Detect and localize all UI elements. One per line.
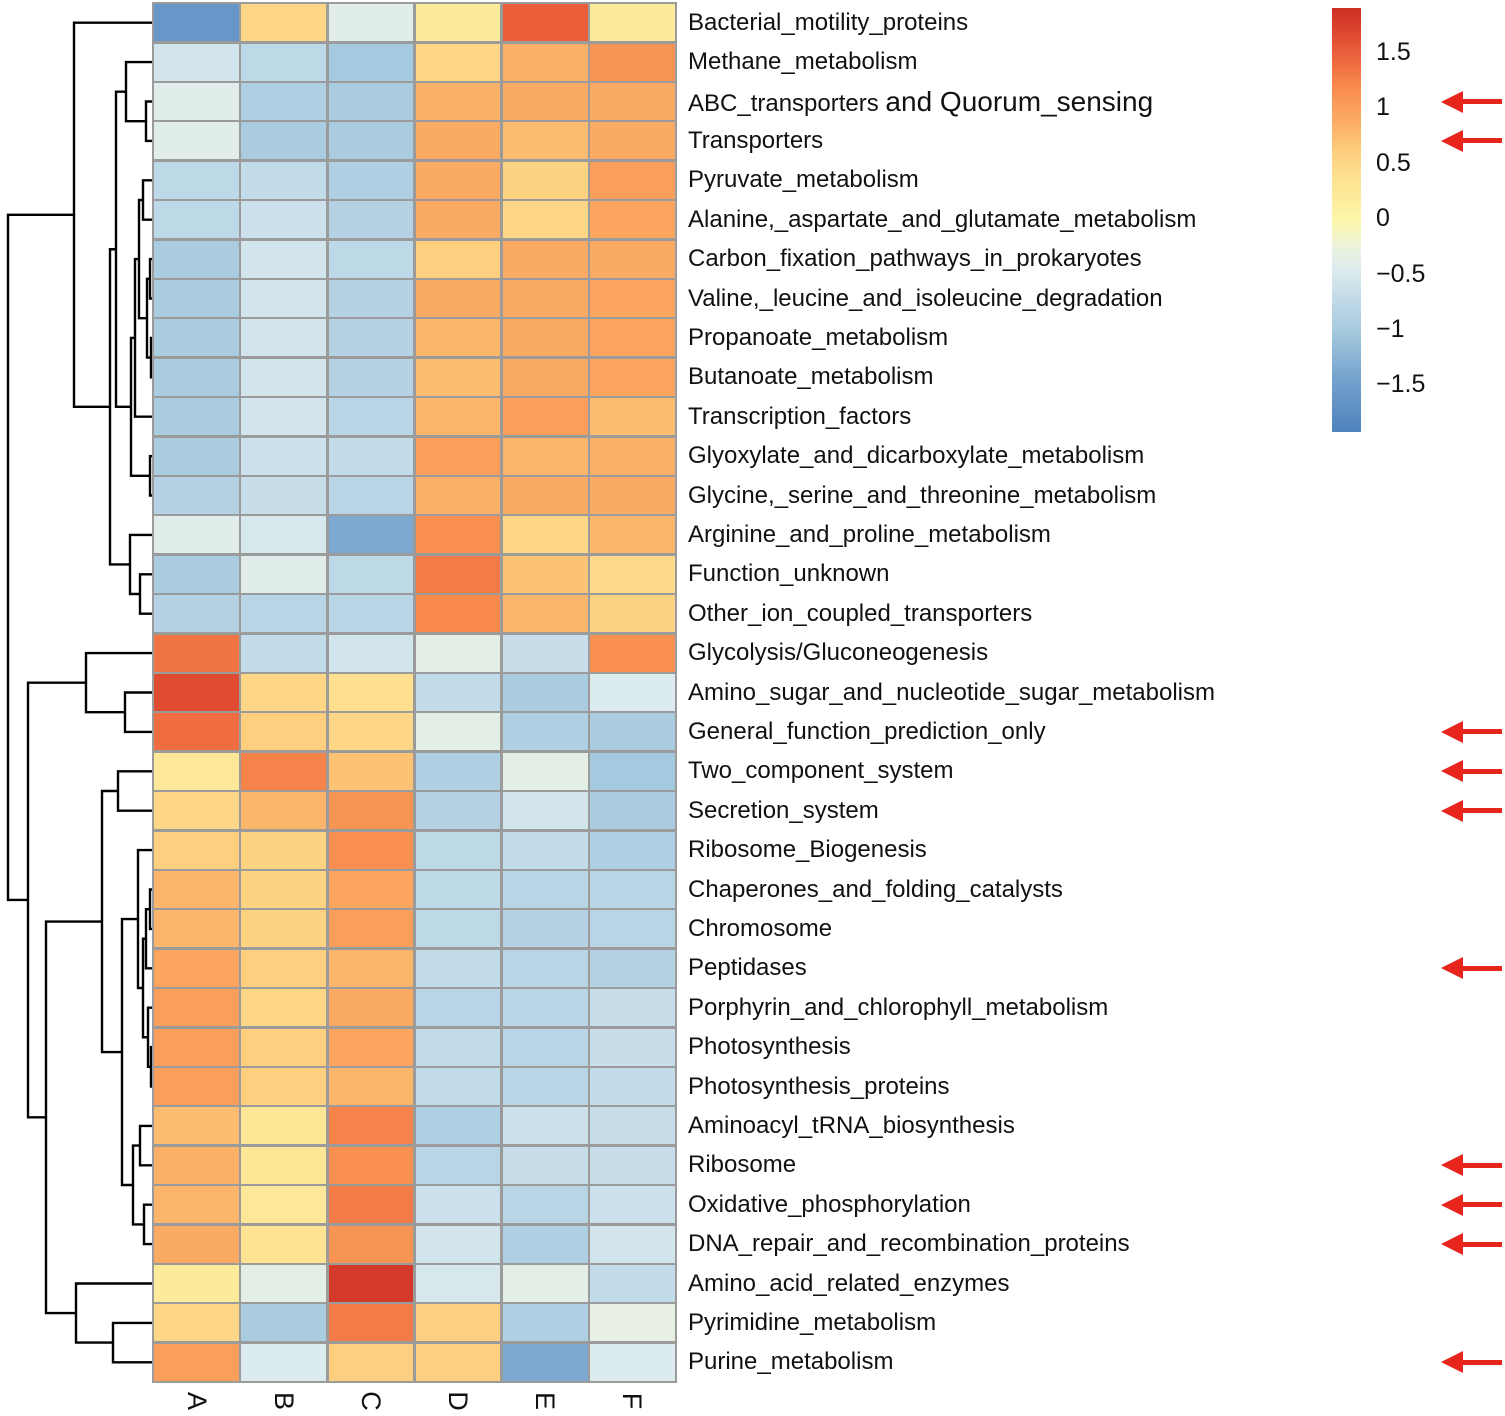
heatmap-cell <box>416 832 501 869</box>
heatmap-cell <box>590 319 675 356</box>
heatmap-cell <box>154 950 239 987</box>
heatmap-cell <box>590 83 675 120</box>
row-label: ABC_transporters and Quorum_sensing <box>688 85 1154 117</box>
heatmap-cell <box>241 595 326 632</box>
row-label: Glycine,_serine_and_threonine_metabolism <box>688 481 1157 509</box>
heatmap-cell <box>503 1147 588 1184</box>
heatmap-cell <box>154 4 239 41</box>
row-dendrogram <box>0 0 160 1416</box>
heatmap-cell <box>154 516 239 553</box>
row-label: Ribosome <box>688 1151 797 1179</box>
heatmap-cell <box>416 359 501 396</box>
heatmap-cell <box>154 201 239 238</box>
heatmap-cell <box>329 359 414 396</box>
heatmap-cell <box>590 989 675 1026</box>
heatmap-cell <box>503 438 588 475</box>
colorbar-tick-label: 0.5 <box>1376 148 1411 177</box>
row-label: General_function_prediction_only <box>688 717 1046 745</box>
heatmap-cell <box>416 1226 501 1263</box>
heatmap-cell <box>241 1186 326 1223</box>
row-label: Porphyrin_and_chlorophyll_metabolism <box>688 993 1109 1021</box>
heatmap-cell <box>329 1147 414 1184</box>
heatmap-cell <box>329 556 414 593</box>
heatmap-cell <box>416 1147 501 1184</box>
heatmap-cell <box>416 950 501 987</box>
heatmap-cell <box>416 1344 501 1381</box>
heatmap-cell <box>503 477 588 514</box>
colorbar-tick-label: 1 <box>1376 93 1390 122</box>
heatmap-cell <box>416 4 501 41</box>
heatmap-cell <box>329 674 414 711</box>
heatmap-cell <box>416 989 501 1026</box>
heatmap-cell <box>329 122 414 159</box>
heatmap-cell <box>329 438 414 475</box>
heatmap-cell <box>503 241 588 278</box>
heatmap-cell <box>154 713 239 750</box>
row-label: Transporters <box>688 126 824 154</box>
heatmap-cell <box>241 241 326 278</box>
heatmap-cell <box>241 792 326 829</box>
heatmap-cell <box>154 910 239 947</box>
row-label: Propanoate_metabolism <box>688 323 949 351</box>
heatmap-cell <box>503 832 588 869</box>
heatmap-cell <box>416 162 501 199</box>
heatmap-cell <box>590 1226 675 1263</box>
row-label: Amino_acid_related_enzymes <box>688 1269 1010 1297</box>
heatmap-cell <box>241 674 326 711</box>
heatmap-cell <box>590 1107 675 1144</box>
heatmap-cell <box>329 1186 414 1223</box>
row-label: Bacterial_motility_proteins <box>688 8 969 36</box>
heatmap-cell <box>503 162 588 199</box>
heatmap-cell <box>329 832 414 869</box>
heatmap-cell <box>154 1029 239 1066</box>
heatmap-cell <box>329 1304 414 1341</box>
heatmap-cell <box>329 871 414 908</box>
heatmap-cell <box>503 1265 588 1302</box>
heatmap-cell <box>154 477 239 514</box>
heatmap-cell <box>329 477 414 514</box>
row-label: Peptidases <box>688 954 807 982</box>
heatmap-cell <box>154 595 239 632</box>
heatmap-cell <box>590 477 675 514</box>
heatmap-cell <box>329 595 414 632</box>
heatmap-cell <box>503 950 588 987</box>
colorbar-tick-label: −1 <box>1376 315 1405 343</box>
heatmap-cell <box>503 83 588 120</box>
heatmap-cell <box>503 792 588 829</box>
row-label: Pyruvate_metabolism <box>688 166 919 194</box>
heatmap-cell <box>154 1068 239 1105</box>
colorbar-tick-label: 0 <box>1376 204 1390 233</box>
heatmap-cell <box>416 1186 501 1223</box>
heatmap-cell <box>503 516 588 553</box>
heatmap-cell <box>416 438 501 475</box>
heatmap-cell <box>329 1107 414 1144</box>
row-label: Methane_metabolism <box>688 48 918 76</box>
heatmap-cell <box>503 1344 588 1381</box>
heatmap-cell <box>329 516 414 553</box>
heatmap-cell <box>416 280 501 317</box>
heatmap-cell <box>416 1029 501 1066</box>
column-label: D <box>443 1391 474 1411</box>
heatmap-cell <box>416 1304 501 1341</box>
heatmap-cell <box>329 4 414 41</box>
heatmap-cell <box>154 1304 239 1341</box>
heatmap-cell <box>241 1107 326 1144</box>
heatmap-cell <box>590 753 675 790</box>
row-label: Secretion_system <box>688 796 879 824</box>
heatmap-cell <box>590 162 675 199</box>
heatmap-cell <box>329 241 414 278</box>
heatmap-cell <box>154 122 239 159</box>
heatmap-cell <box>503 319 588 356</box>
row-label: Chromosome <box>688 914 833 942</box>
heatmap-cell <box>416 595 501 632</box>
heatmap-cell <box>590 832 675 869</box>
colorbar-tick-label: −1.5 <box>1376 370 1426 399</box>
column-label: A <box>181 1391 212 1410</box>
heatmap-cell <box>329 280 414 317</box>
heatmap-cell <box>416 122 501 159</box>
heatmap-cell <box>590 635 675 672</box>
heatmap-cell <box>154 241 239 278</box>
heatmap-cell <box>590 280 675 317</box>
heatmap-cell <box>590 122 675 159</box>
heatmap-cell <box>154 989 239 1026</box>
heatmap-cell <box>503 1304 588 1341</box>
heatmap-cell <box>154 162 239 199</box>
colorbar-tick-label: 1.5 <box>1376 38 1411 66</box>
heatmap-cell <box>329 1226 414 1263</box>
heatmap-cell <box>241 1029 326 1066</box>
heatmap-cell <box>416 398 501 435</box>
row-label: Photosynthesis <box>688 1033 851 1061</box>
heatmap-cell <box>503 871 588 908</box>
heatmap-cell <box>241 83 326 120</box>
heatmap-cell <box>503 989 588 1026</box>
heatmap-cell <box>503 1107 588 1144</box>
row-label: Other_ion_coupled_transporters <box>688 599 1033 627</box>
heatmap-cell <box>241 635 326 672</box>
heatmap-cell <box>416 241 501 278</box>
heatmap-cell <box>241 871 326 908</box>
heatmap-cell <box>416 1265 501 1302</box>
heatmap-cell <box>503 1029 588 1066</box>
heatmap-cell <box>241 122 326 159</box>
row-label: Arginine_and_proline_metabolism <box>688 520 1051 548</box>
heatmap-cell <box>154 753 239 790</box>
heatmap-cell <box>241 477 326 514</box>
heatmap-cell <box>329 1029 414 1066</box>
heatmap-cell <box>416 753 501 790</box>
heatmap-cell <box>590 398 675 435</box>
heatmap-cell <box>416 713 501 750</box>
heatmap-cell <box>241 4 326 41</box>
heatmap-cell <box>241 713 326 750</box>
heatmap-cell <box>329 44 414 81</box>
heatmap-cell <box>329 1265 414 1302</box>
heatmap-cell <box>154 1107 239 1144</box>
heatmap-cell <box>329 713 414 750</box>
heatmap-cell <box>154 1147 239 1184</box>
heatmap-cell <box>503 753 588 790</box>
heatmap-cell <box>241 753 326 790</box>
heatmap-cell <box>154 635 239 672</box>
heatmap-cell <box>416 1068 501 1105</box>
heatmap-cell <box>154 1186 239 1223</box>
heatmap-cell <box>154 438 239 475</box>
column-label: F <box>617 1392 648 1410</box>
heatmap-cell <box>241 359 326 396</box>
heatmap-cell <box>503 595 588 632</box>
heatmap-cell <box>590 1186 675 1223</box>
heatmap-cell <box>590 950 675 987</box>
heatmap-cell <box>154 83 239 120</box>
row-label: Valine,_leucine_and_isoleucine_degradation <box>688 284 1163 312</box>
heatmap-cell <box>503 122 588 159</box>
row-label: Function_unknown <box>688 560 890 588</box>
heatmap-cell <box>416 477 501 514</box>
heatmap-cell <box>503 1068 588 1105</box>
heatmap-cell <box>241 516 326 553</box>
heatmap-cell <box>241 44 326 81</box>
heatmap-cell <box>590 516 675 553</box>
heatmap-cell <box>503 713 588 750</box>
heatmap-cell <box>154 674 239 711</box>
heatmap-cell <box>241 162 326 199</box>
heatmap-cell <box>241 319 326 356</box>
heatmap-cell <box>241 950 326 987</box>
heatmap-cell <box>590 674 675 711</box>
heatmap-cell <box>241 398 326 435</box>
heatmap-cell <box>416 44 501 81</box>
heatmap-cell <box>154 1226 239 1263</box>
heatmap-cell <box>154 319 239 356</box>
row-label: Glyoxylate_and_dicarboxylate_metabolism <box>688 442 1145 470</box>
heatmap-cell <box>590 871 675 908</box>
heatmap-cell <box>590 1344 675 1381</box>
row-label: Two_component_system <box>688 757 954 785</box>
heatmap-cell <box>241 438 326 475</box>
heatmap-cell <box>241 1304 326 1341</box>
row-label: Oxidative_phosphorylation <box>688 1190 971 1218</box>
heatmap-cell <box>416 871 501 908</box>
heatmap-cell <box>503 44 588 81</box>
row-label: DNA_repair_and_recombination_proteins <box>688 1230 1130 1258</box>
heatmap-cell <box>329 989 414 1026</box>
heatmap-cell <box>154 792 239 829</box>
heatmap-cell <box>329 1344 414 1381</box>
heatmap-cell <box>241 1068 326 1105</box>
heatmap-cell <box>154 280 239 317</box>
heatmap-cell <box>590 792 675 829</box>
heatmap-cell <box>590 910 675 947</box>
heatmap-cell <box>590 1068 675 1105</box>
heatmap-cell <box>590 241 675 278</box>
heatmap-cell <box>416 792 501 829</box>
column-label: C <box>355 1391 386 1411</box>
heatmap-cell <box>154 398 239 435</box>
heatmap-cell <box>590 556 675 593</box>
heatmap-cell <box>329 398 414 435</box>
heatmap-cell <box>590 44 675 81</box>
heatmap-cell <box>416 635 501 672</box>
heatmap-cell <box>241 1344 326 1381</box>
heatmap-cell <box>154 832 239 869</box>
heatmap-cell <box>154 1344 239 1381</box>
heatmap-cell <box>503 280 588 317</box>
heatmap-cell <box>503 556 588 593</box>
heatmap-cell <box>329 950 414 987</box>
heatmap-cell <box>503 1186 588 1223</box>
heatmap-cell <box>590 1265 675 1302</box>
heatmap-cell <box>329 635 414 672</box>
colorbar-tick-label: −0.5 <box>1376 259 1426 288</box>
row-label: Alanine,_aspartate_and_glutamate_metabolism <box>688 205 1197 233</box>
heatmap-cell <box>329 83 414 120</box>
heatmap-cell <box>590 438 675 475</box>
heatmap-cell <box>329 753 414 790</box>
colorbar-gradient <box>1332 8 1361 432</box>
heatmap-cell <box>590 201 675 238</box>
heatmap-cell <box>241 910 326 947</box>
heatmap-cell <box>416 516 501 553</box>
heatmap-cell <box>329 792 414 829</box>
row-label: Carbon_fixation_pathways_in_prokaryotes <box>688 245 1142 273</box>
heatmap-cell <box>329 1068 414 1105</box>
heatmap-cell <box>503 674 588 711</box>
heatmap-cell <box>503 910 588 947</box>
heatmap-cell <box>241 832 326 869</box>
row-label: Butanoate_metabolism <box>688 363 934 391</box>
row-label: Aminoacyl_tRNA_biosynthesis <box>688 1111 1015 1139</box>
heatmap-cell <box>154 556 239 593</box>
heatmap-cell <box>241 280 326 317</box>
heatmap-cell <box>416 319 501 356</box>
heatmap-cell <box>590 359 675 396</box>
heatmap-cell <box>503 4 588 41</box>
heatmap-cell <box>154 1265 239 1302</box>
heatmap-cell <box>416 674 501 711</box>
heatmap-cell <box>241 1265 326 1302</box>
heatmap-cell <box>503 398 588 435</box>
heatmap-cell <box>416 1107 501 1144</box>
heatmap-cell <box>590 4 675 41</box>
heatmap-cell <box>503 201 588 238</box>
heatmap-cell <box>416 556 501 593</box>
heatmap-cell <box>241 1147 326 1184</box>
heatmap-cell <box>241 989 326 1026</box>
heatmap-cell <box>416 910 501 947</box>
heatmap-cell <box>503 359 588 396</box>
column-label: B <box>268 1391 299 1410</box>
heatmap-cell <box>416 201 501 238</box>
row-label: Glycolysis/Gluconeogenesis <box>688 639 989 667</box>
heatmap-cell <box>241 556 326 593</box>
heatmap-cell <box>241 201 326 238</box>
heatmap-cell <box>329 201 414 238</box>
heatmap-cell <box>503 635 588 672</box>
row-label: Ribosome_Biogenesis <box>688 836 927 864</box>
heatmap-cell <box>503 1226 588 1263</box>
heatmap-cell <box>154 871 239 908</box>
row-label: Pyrimidine_metabolism <box>688 1308 937 1336</box>
column-label: E <box>530 1391 561 1410</box>
heatmap-cell <box>590 595 675 632</box>
heatmap-cell <box>154 44 239 81</box>
heatmap-cell <box>590 1147 675 1184</box>
row-label: Purine_metabolism <box>688 1348 894 1376</box>
row-label: Photosynthesis_proteins <box>688 1072 950 1100</box>
heatmap-cell <box>329 162 414 199</box>
heatmap-cell <box>329 910 414 947</box>
row-label: Transcription_factors <box>688 402 912 430</box>
heatmap-cell <box>329 319 414 356</box>
heatmap-cell <box>590 1304 675 1341</box>
heatmap-grid <box>153 3 676 1382</box>
row-label: Chaperones_and_folding_catalysts <box>688 875 1063 903</box>
heatmap-cell <box>154 359 239 396</box>
heatmap-cell <box>416 83 501 120</box>
heatmap-cell <box>241 1226 326 1263</box>
heatmap-cell <box>590 1029 675 1066</box>
heatmap-cell <box>590 713 675 750</box>
row-label: Amino_sugar_and_nucleotide_sugar_metabolism <box>688 678 1216 706</box>
